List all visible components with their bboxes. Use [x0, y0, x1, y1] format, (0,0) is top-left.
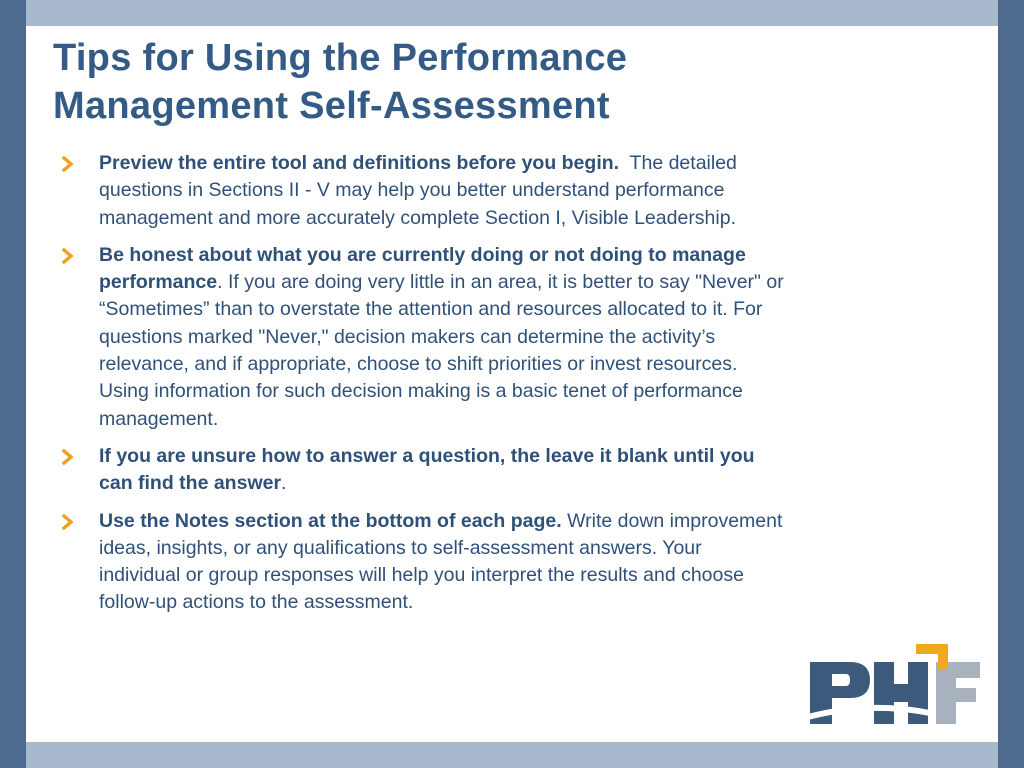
slide-title: Tips for Using the Performance Management Self-Assessment	[53, 37, 628, 127]
bullet-list	[58, 150, 788, 627]
bullet-text	[99, 244, 784, 430]
bullet-lead: Preview the entire tool and definitions before you begin.	[99, 152, 620, 174]
chevron-right-icon	[58, 513, 78, 531]
chevron-right-icon	[58, 247, 78, 265]
bullet-text	[99, 445, 755, 494]
bullet-body: Write down improvement ideas, insights, or any qualifications to self-assessment answers. Your individual or group responses will help you interpret the results and choose follow-up actions to the assessment.	[99, 509, 783, 614]
bullet-item	[58, 150, 788, 232]
chevron-right-icon	[58, 448, 78, 466]
chevron-right-icon	[58, 155, 78, 173]
bullet-text	[99, 510, 782, 614]
frame-left-bar	[0, 0, 26, 768]
frame-right-bar	[998, 0, 1024, 768]
bullet-item	[58, 443, 788, 498]
bullet-item	[58, 508, 788, 617]
bullet-body: The detailed questions in Sections II - V may help you better understand performance management and more accurately complete Section I, Visible Leadership.	[99, 152, 743, 229]
bullet-body: . If you are doing very little in an area, it is better to say "Never" or “Sometimes” than to overstate the attention and resources allocated to it. For questions marked "Never," decision makers can determine the activity’s relevance, and if appropriate, choose to shift priorities or invest resources. Using information for such decision making is a basic tenet of performance management.	[99, 271, 784, 430]
frame-top-bar	[26, 0, 998, 26]
bullet-text	[99, 152, 742, 229]
frame-bottom-bar	[26, 742, 998, 768]
bullet-lead: If you are unsure how to answer a question, the leave it blank until you can find the answer	[99, 444, 755, 495]
bullet-lead: Use the Notes section at the bottom of each page.	[99, 509, 562, 532]
bullet-item	[58, 242, 788, 433]
bullet-lead: Be honest about what you are currently doing or not doing to manage performance	[99, 243, 746, 294]
bullet-body: .	[281, 472, 287, 495]
phf-logo	[808, 640, 986, 732]
